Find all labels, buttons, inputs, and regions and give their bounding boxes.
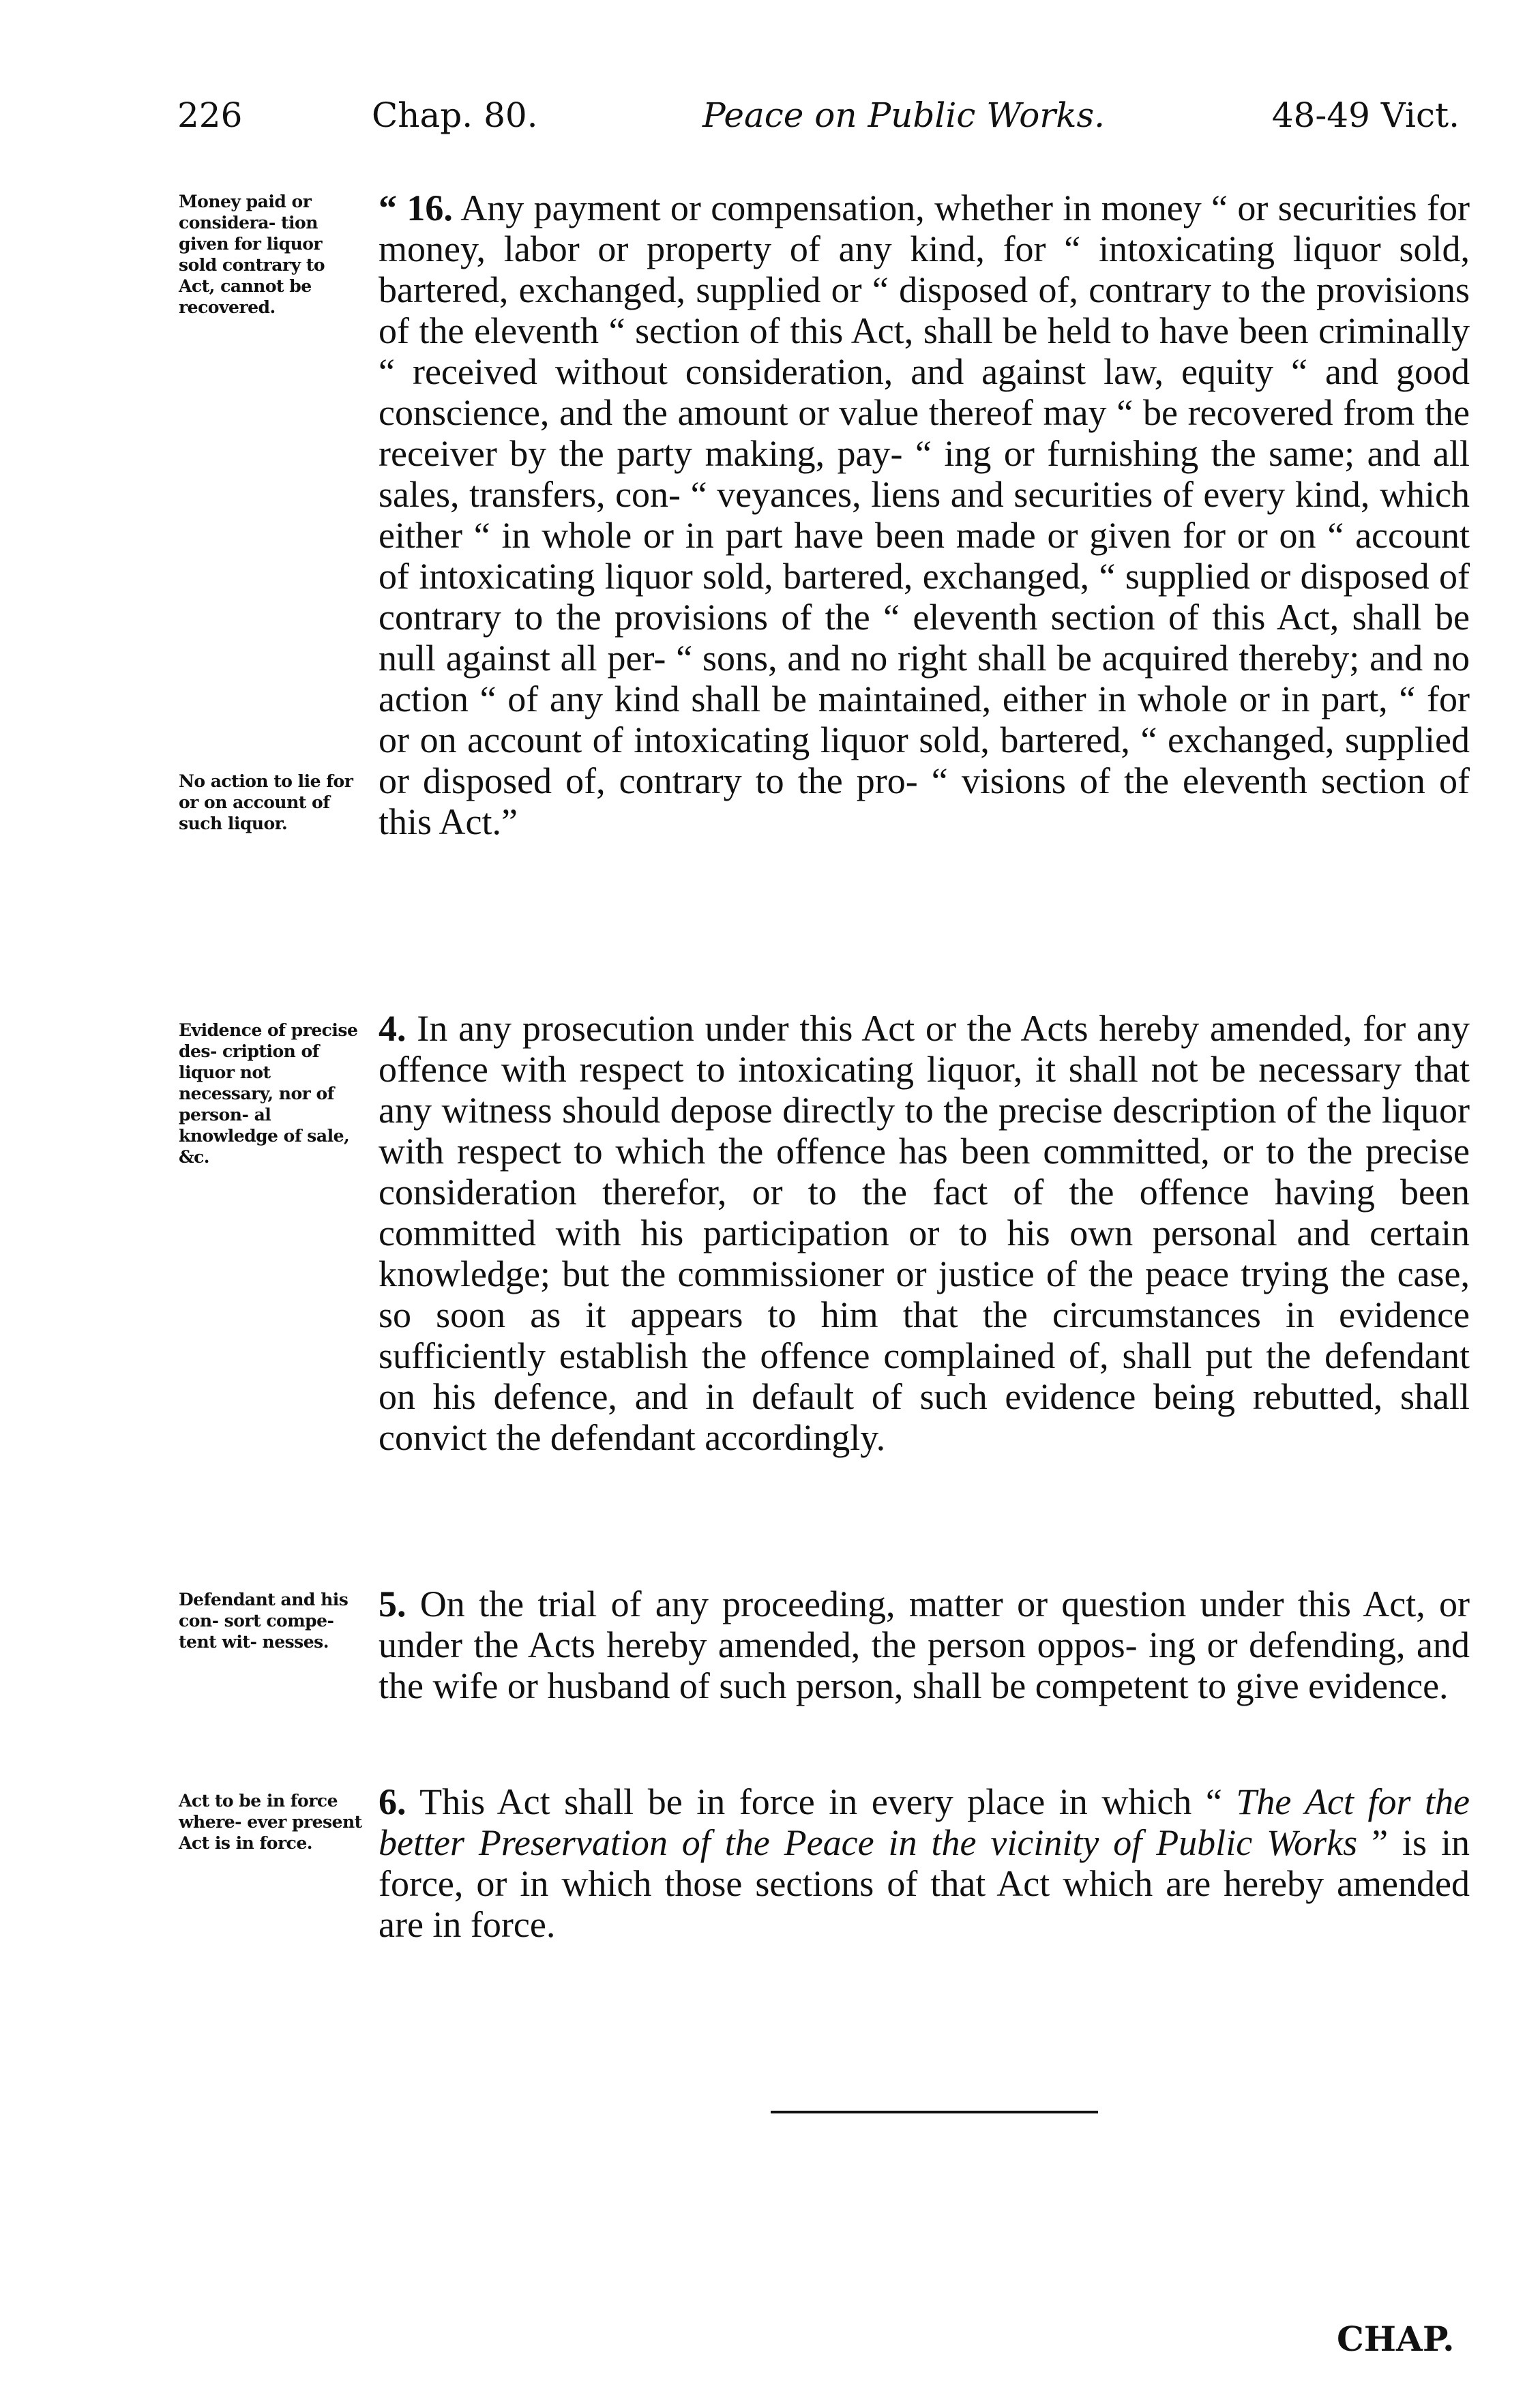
- act-title: The Act for the better Preservation of the Peace in the vicinity of Public Works: [379, 1781, 1470, 1863]
- marginal-note: Evidence of precise des- cription of liquor not necessary, nor of person- al knowledge of sale, &c.: [179, 1020, 358, 1167]
- catchword: CHAP.: [1337, 2319, 1455, 2359]
- marginal-note: Act to be in force where- ever present Act is in force.: [179, 1791, 362, 1853]
- section-text: In any prosecution under this Act or the Acts hereby amended, for any offence with respect to intoxicating liquor, it shall not be necessary that any witness should depose directly to the precise description of the liquor with respect to which the offence has been committed, or to the precise consideration therefor, or to the fact of the offence having been committed with his participation or to his own personal and certain knowledge; but the commissioner or justice of the peace trying the case, so soon as it appears to him that the circumstances in evidence sufficiently establish the offence complained of, shall put the defendant on his defence, and in default of such evidence being rebutted, shall convict the defendant accordingly.: [379, 1008, 1470, 1458]
- regnal-year: 48-49 Vict.: [1271, 95, 1460, 135]
- chapter-label: Chap. 80.: [372, 95, 538, 135]
- running-header: [177, 95, 1460, 150]
- section-body: [379, 188, 1470, 842]
- section-text: This Act shall be in force in every place in which “: [406, 1781, 1237, 1822]
- marginal-note: Defendant and his con- sort compe- tent wit- nesses.: [179, 1590, 349, 1652]
- section-text: On the trial of any proceeding, matter or question under this Act, or under the Acts hereby amended, the person oppos- ing or defending, and the wife or husband of such person, shall be competent to give evidence.: [379, 1584, 1470, 1706]
- end-rule: [771, 2111, 1098, 2113]
- marginal-note: No action to lie for or on account of such liquor.: [179, 771, 353, 833]
- section-text: Any payment or compensation, whether in money “ or securities for money, labor or property of any kind, for “ intoxicating liquor sold, bartered, exchanged, supplied or “ disposed of, contrary to the provisions of the eleventh “ section of this Act, shall be held to have been criminally “ received without consideration, and against law, equity “ and good conscience, and the amount or value thereof may “ be recovered from the receiver by the party making, pay- “ ing or furnishing the same; and all sales, transfers, con- “ veyances, liens and securities of every kind, which either “ in whole or in part have been made or given for or on “ account of intoxicating liquor sold, bartered, exchanged, “ supplied or disposed of contrary to the provisions of the “ eleventh section of this Act, shall be null against all per- “ sons, and no right shall be acquired thereby; and no action “ of any kind shall be maintained, either in whole or in part, “ for or on account of intoxicating liquor sold, bartered, “ exchanged, supplied or disposed of, contrary to the pro- “ visions of the eleventh section of this Act.”: [379, 188, 1470, 842]
- marginal-note: Money paid or considera- tion given for liquor sold contrary to Act, cannot be recovered.: [179, 192, 325, 317]
- section-number: 4.: [379, 1008, 406, 1049]
- page-number: 226: [177, 95, 243, 135]
- running-title: Peace on Public Works.: [702, 95, 1106, 135]
- section-body: [379, 1008, 1470, 1458]
- section-body: [379, 1781, 1470, 1945]
- section-number: “ 16.: [379, 188, 453, 228]
- section-body: [379, 1584, 1470, 1706]
- section-number: 5.: [379, 1584, 406, 1624]
- section-text: ” is in force, or in which those sections of that Act which are hereby amended are in force.: [379, 1822, 1470, 1945]
- section-number: 6.: [379, 1781, 406, 1822]
